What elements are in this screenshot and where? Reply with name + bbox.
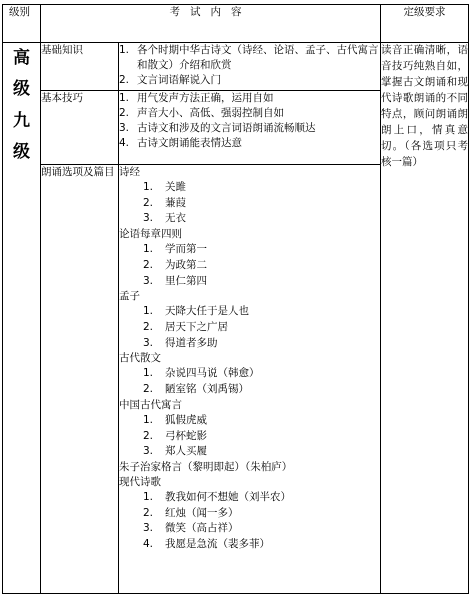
recitation-work — [143, 506, 380, 522]
recitation-work — [143, 366, 380, 382]
recitation-work — [143, 180, 380, 196]
header-content: 考试内容 — [41, 5, 381, 43]
recitation-groups — [119, 165, 380, 553]
recitation-work — [143, 211, 380, 227]
work-title: 无衣 — [165, 212, 186, 225]
basic-skills-item — [119, 136, 380, 151]
recitation-group-title: 孟子 — [119, 290, 140, 303]
header-level: 级别 — [3, 5, 41, 43]
basic-skills-list — [119, 91, 380, 151]
recitation-work — [143, 490, 380, 506]
recitation-work — [143, 304, 380, 320]
recitation-work — [143, 429, 380, 445]
item-text: 文言词语解说入门 — [137, 73, 221, 86]
recitation-work — [143, 258, 380, 274]
work-number: 3. — [143, 274, 154, 287]
work-number: 1. — [143, 180, 154, 193]
item-number: 1. — [119, 92, 130, 104]
requirement-cell: 读音正确清晰，语音技巧纯熟自如，掌握古文朗诵和现代诗歌朗诵的不同特点，顾问朗诵朗朗上口，情真意切。（各选项只考核一篇） — [381, 43, 469, 594]
item-text: 古诗文和涉及的文言词语朗诵流畅顺达 — [137, 121, 316, 134]
work-number: 2. — [143, 506, 154, 519]
work-number: 2. — [143, 320, 154, 333]
row-basic-knowledge — [3, 43, 469, 91]
item-text: 用气发声方法正确，运用自如 — [137, 92, 274, 104]
work-title: 为政第二 — [165, 258, 207, 271]
work-number: 2. — [143, 429, 154, 442]
recitation-work — [143, 196, 380, 212]
work-number: 1. — [143, 413, 154, 426]
basic-knowledge-list — [119, 43, 380, 88]
recitation-group-list — [119, 413, 380, 460]
category-recitation: 朗诵选项及篇目 — [41, 165, 119, 594]
work-title: 教我如何不想她（刘半农） — [165, 490, 291, 503]
recitation-group-title: 论语每章四则 — [119, 228, 182, 241]
item-number: 3. — [119, 121, 130, 134]
level-cell — [3, 43, 41, 594]
work-number: 2. — [143, 258, 154, 271]
item-number: 2. — [119, 106, 130, 119]
work-number: 4. — [143, 538, 154, 551]
work-title: 红烛（闻一多） — [165, 506, 239, 519]
syllabus-table — [2, 4, 469, 594]
work-title: 郑人买履 — [165, 445, 207, 458]
recitation-work — [143, 413, 380, 429]
recitation-group-list — [119, 490, 380, 553]
work-number: 1. — [143, 367, 154, 380]
item-number: 1. — [119, 44, 130, 56]
work-title: 里仁第四 — [165, 274, 207, 287]
basic-skills-item — [119, 121, 380, 136]
work-number: 3. — [143, 212, 154, 225]
work-number: 3. — [143, 445, 154, 458]
recitation-group-title: 中国古代寓言 — [119, 398, 182, 411]
recitation-work — [143, 537, 380, 553]
basic-knowledge-item — [119, 73, 380, 88]
basic-skills-content — [119, 91, 381, 165]
recitation-group-list — [119, 304, 380, 351]
work-number: 1. — [143, 490, 154, 503]
work-number: 3. — [143, 522, 154, 535]
basic-knowledge-item — [119, 43, 380, 73]
header-requirement: 定级要求 — [381, 5, 469, 43]
work-title: 居天下之广居 — [165, 320, 228, 333]
work-title: 蒹葭 — [165, 196, 186, 209]
category-basic-knowledge: 基础知识 — [41, 43, 119, 91]
basic-skills-item — [119, 106, 380, 121]
work-title: 关雎 — [165, 180, 186, 193]
recitation-content — [119, 165, 381, 594]
work-title: 学而第一 — [165, 243, 207, 256]
recitation-group-title: 现代诗歌 — [119, 475, 161, 488]
basic-knowledge-content — [119, 43, 381, 91]
recitation-work — [143, 444, 380, 460]
work-title: 得道者多助 — [165, 336, 218, 349]
work-title: 陋室铭（刘禹锡） — [165, 383, 249, 396]
recitation-work — [143, 382, 380, 398]
recitation-group-list — [119, 242, 380, 289]
work-number: 1. — [143, 243, 154, 256]
work-number: 1. — [143, 305, 154, 318]
work-title: 微笑（高占祥） — [165, 522, 239, 535]
recitation-work — [143, 336, 380, 352]
recitation-work — [143, 274, 380, 290]
work-number: 2. — [143, 196, 154, 209]
recitation-group-title: 朱子治家格言（黎明即起）（朱柏庐） — [119, 461, 293, 474]
work-title: 狐假虎威 — [165, 413, 207, 426]
item-number: 2. — [119, 73, 130, 86]
recitation-group-title: 古代散文 — [119, 352, 161, 365]
level-label: 高 级 九 级 — [13, 48, 30, 163]
item-text: 古诗文朗诵能表情达意 — [137, 136, 242, 149]
header-row — [3, 5, 469, 43]
work-title: 天降大任于是人也 — [165, 305, 249, 318]
basic-skills-item — [119, 91, 380, 106]
recitation-group-title: 诗经 — [119, 166, 140, 178]
work-number: 3. — [143, 336, 154, 349]
work-title: 我愿是急流（裴多菲） — [165, 538, 270, 551]
recitation-group-list — [119, 366, 380, 398]
item-number: 4. — [119, 136, 130, 149]
recitation-work — [143, 320, 380, 336]
category-basic-skills: 基本技巧 — [41, 91, 119, 165]
item-text: 各个时期中华古诗文（诗经、论语、孟子、古代寓言和散文）介绍和欣赏 — [137, 44, 379, 71]
item-text: 声音大小、高低、强弱控制自如 — [137, 106, 284, 119]
recitation-work — [143, 521, 380, 537]
work-number: 2. — [143, 383, 154, 396]
work-title: 杂说四马说（韩愈） — [165, 367, 260, 380]
work-title: 弓杯蛇影 — [165, 429, 207, 442]
recitation-group-list — [119, 180, 380, 227]
recitation-work — [143, 242, 380, 258]
